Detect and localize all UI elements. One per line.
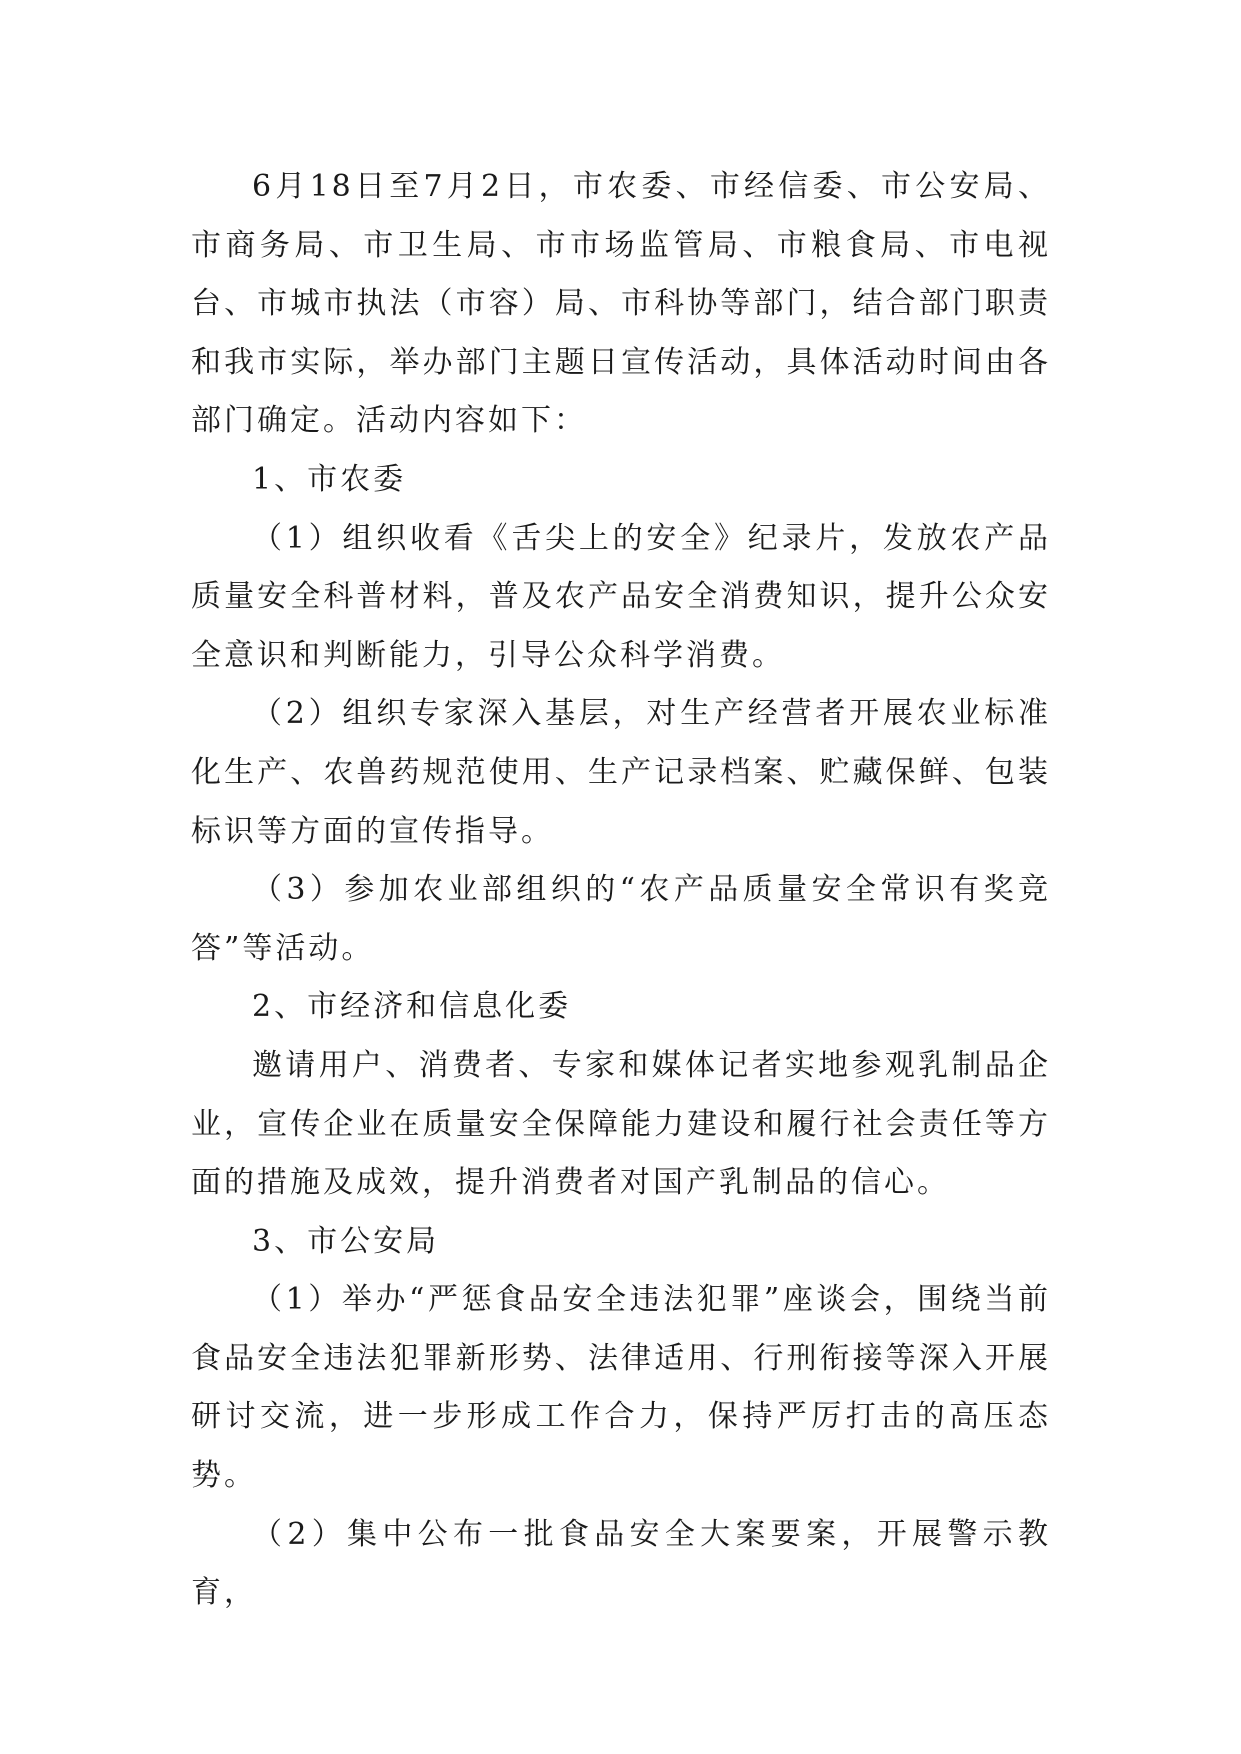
paragraph-intro: 6月18日至7月2日，市农委、市经信委、市公安局、市商务局、市卫生局、市市场监管局、市粮食局、市电视台、市城市执法（市容）局、市科协等部门，结合部门职责和我市实际，举办部门主题日宣传活动，具体活动时间由各部门确定。活动内容如下： — [191, 169, 1051, 439]
paragraph-security-item-2: （2）集中公布一批食品安全大案要案，开展警示教育， — [191, 1516, 1051, 1611]
paragraph-agri-item-1: （1）组织收看《舌尖上的安全》纪录片，发放农产品质量安全科普材料，普及农产品安全消费知识，提升公众安全意识和判断能力，引导公众科学消费。 — [191, 520, 1051, 673]
paragraph-economy-item: 邀请用户、消费者、专家和媒体记者实地参观乳制品企业，宣传企业在质量安全保障能力建设和履行社会责任等方面的措施及成效，提升消费者对国产乳制品的信心。 — [191, 1047, 1051, 1201]
heading-economy-informatization-committee: 2、市经济和信息化委 — [252, 989, 572, 1025]
heading-city-agriculture-committee: 1、市农委 — [252, 461, 407, 497]
heading-public-security-bureau: 3、市公安局 — [252, 1223, 440, 1259]
document-body — [191, 158, 1051, 1623]
paragraph-agri-item-3: （3）参加农业部组织的“农产品质量安全常识有奖竞答”等活动。 — [191, 872, 1051, 966]
paragraph-agri-item-2: （2）组织专家深入基层，对生产经营者开展农业标准化生产、农兽药规范使用、生产记录档案、贮藏保鲜、包装标识等方面的宣传指导。 — [191, 696, 1051, 849]
paragraph-security-item-1: （1）举办“严惩食品安全违法犯罪”座谈会，围绕当前食品安全违法犯罪新形势、法律适用、行刑衔接等深入开展研讨交流，进一步形成工作合力，保持严厉打击的高压态势。 — [191, 1282, 1051, 1494]
